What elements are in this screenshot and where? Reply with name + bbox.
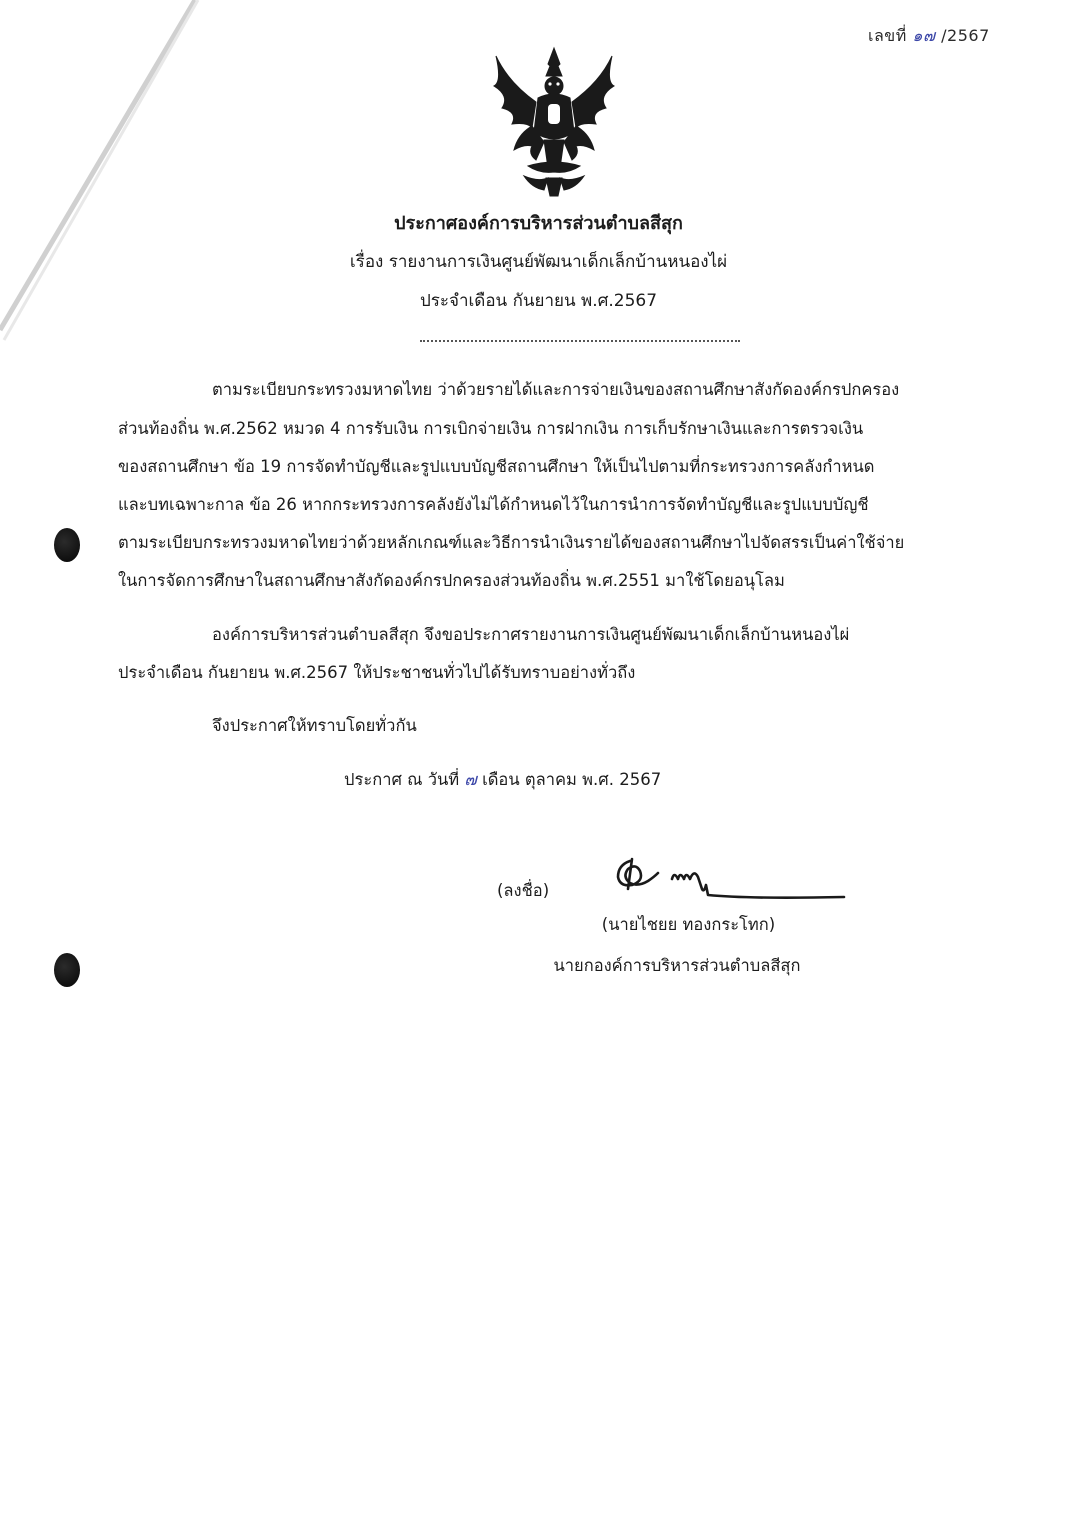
signer-position: นายกองค์การบริหารส่วนตำบลสีสุก [553,956,801,975]
doc-number-value: ๑๗ [912,26,936,45]
announcement-title: ประกาศองค์การบริหารส่วนตำบลสีสุก [394,213,683,234]
paragraph-line: ในการจัดการศึกษาในสถานศึกษาสังกัดองค์กรปกครองส่วนท้องถิ่น พ.ศ.2551 มาใช้โดยอนุโลม [118,571,785,590]
paragraph-line: ของสถานศึกษา ข้อ 19 การจัดทำบัญชีและรูปแบบบัญชีสถานศึกษา ให้เป็นไปตามที่กระทรวงการคลังกำหนด [118,457,875,476]
date-suffix: เดือน ตุลาคม พ.ศ. 2567 [482,770,662,789]
doc-number-year: /2567 [941,26,990,45]
doc-number-label: เลขที่ [868,26,907,45]
paragraph-line: และบทเฉพาะกาล ข้อ 26 หากกระทรวงการคลังยังไม่ได้กำหนดไว้ในการนำการจัดทำบัญชีและรูปแบบบัญชี [118,495,869,514]
announcement-subject: เรื่อง รายงานการเงินศูนย์พัฒนาเด็กเล็กบ้านหนองไผ่ [349,252,728,272]
punch-hole [54,528,80,562]
closing-line: จึงประกาศให้ทราบโดยทั่วกัน [212,716,417,735]
signer-name: (นายไชยย ทองกระโทก) [601,915,776,934]
handwritten-signature [608,855,848,907]
paragraph-line: ส่วนท้องถิ่น พ.ศ.2562 หมวด 4 การรับเงิน การเบิกจ่ายเงิน การฝากเงิน การเก็บรักษาเงินและการตรวจเงิน [118,419,864,438]
paragraph-line: องค์การบริหารส่วนตำบลสีสุก จึงขอประกาศรายงานการเงินศูนย์พัฒนาเด็กเล็กบ้านหนองไผ่ [212,625,850,644]
announcement-period: ประจำเดือน กันยายน พ.ศ.2567 [419,291,658,311]
paragraph-line: ประจำเดือน กันยายน พ.ศ.2567 ให้ประชาชนทั่วไปได้รับทราบอย่างทั่วถึง [118,663,636,682]
document-number [868,24,990,49]
garuda-emblem-icon [488,42,620,200]
paragraph-line: ตามระเบียบกระทรวงมหาดไทย ว่าด้วยรายได้และการจ่ายเงินของสถานศึกษาสังกัดองค์กรปกครอง [212,380,900,399]
date-prefix: ประกาศ ณ วันที่ [344,770,460,789]
signature-label: (ลงชื่อ) [497,881,550,900]
dotted-divider [420,340,740,342]
announcement-date [344,767,661,793]
date-day: ๗ [464,770,477,789]
paragraph-line: ตามระเบียบกระทรวงมหาดไทยว่าด้วยหลักเกณฑ์และวิธีการนำเงินรายได้ของสถานศึกษาไปจัดสรรเป็นค่าใช้จ่าย [118,533,905,552]
